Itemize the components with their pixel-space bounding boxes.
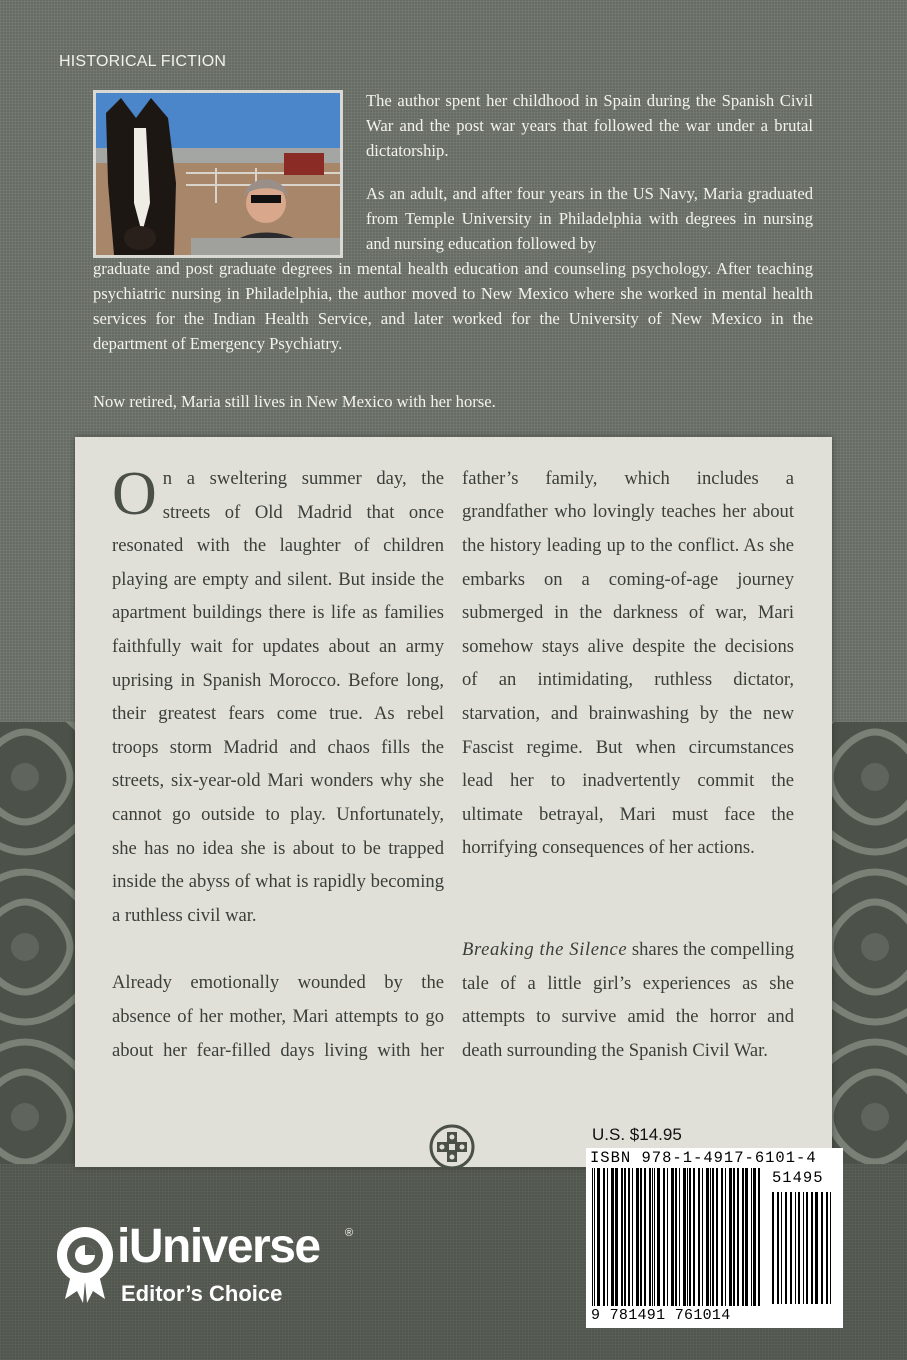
- author-bio-paragraph-2-end: graduate and post graduate degrees in mental health education and counseling psychology. After teaching psychiatric nursing in Philadelphia, the author moved to New Mexico where she worked in mental health services for the Indian Health Service, and later worked for the University of New Mexico in the department of Emergency Psychiatry.: [93, 259, 813, 353]
- barcode-bar: [737, 1168, 739, 1306]
- barcode-bar: [821, 1192, 823, 1304]
- barcode-bar: [710, 1168, 711, 1306]
- publisher-tagline: Editor’s Choice: [121, 1281, 283, 1306]
- barcode-bar: [698, 1168, 700, 1306]
- barcode-bar: [607, 1168, 608, 1306]
- blurb-paragraph-2-flow-text: father’s family, which includes a grandfather who lovingly teaches her about the history leading up to the conflict. As she embarks on a coming-of-age journey submerged in the darkness of war, Mari somehow stays alive despite the decisions of an intimidating, ruthless dictator, starvation, and brainwashing by the new Fascist regime. But when circumstances lead her to inadvertently commit the ultimate betrayal, Mari must face the horrifying consequences of her actions.: [462, 467, 794, 859]
- barcode-bar: [742, 1168, 744, 1306]
- blurb-paragraph-2-text: Already emotionally wounded by the absence of her mother, Mari attempts to go about her fear-filled days living with her: [112, 972, 444, 1061]
- blurb-paragraph-1: [112, 462, 444, 932]
- barcode-bar: [815, 1192, 818, 1304]
- barcode-bar: [687, 1168, 688, 1306]
- barcode-bar: [679, 1168, 680, 1306]
- barcode-bar: [758, 1168, 760, 1306]
- barcode-bar: [636, 1168, 639, 1306]
- barcode-bar: [615, 1168, 618, 1306]
- isbn-number: ISBN 978-1-4917-6101-4: [590, 1149, 817, 1167]
- barcode-bar: [795, 1192, 796, 1304]
- barcode-bar: [671, 1168, 674, 1306]
- author-bio-paragraph-2-start: As an adult, and after four years in the US Navy, Maria graduated from Temple University in Philadelphia with degrees in nursing and nursing education followed by: [366, 184, 813, 253]
- author-photo: [93, 90, 343, 258]
- drop-cap: O: [112, 460, 157, 528]
- blurb-paragraph-3-text: shares the compelling tale of a little girl’s experiences as she attempts to survive amid the horror and death surrounding the Spanish Civil War.: [462, 939, 794, 1061]
- barcode-bar: [803, 1192, 804, 1304]
- barcode-bar: [811, 1192, 813, 1304]
- blurb-paragraph-3: [462, 933, 794, 1067]
- barcode-bar: [777, 1192, 779, 1304]
- barcode-bar: [772, 1192, 774, 1304]
- barcode-bar: [826, 1192, 828, 1304]
- barcode-bar: [706, 1168, 709, 1306]
- barcode-bar: [654, 1168, 655, 1306]
- barcode-bar: [725, 1168, 726, 1306]
- barcode-bar: [657, 1168, 660, 1306]
- barcode-bar: [751, 1168, 752, 1306]
- barcode-bar: [716, 1168, 718, 1306]
- barcode-addon-number: 51495: [772, 1169, 824, 1187]
- registered-mark: ®: [345, 1227, 354, 1239]
- barcode-bar: [689, 1168, 691, 1306]
- barcode-bar: [592, 1168, 593, 1306]
- barcode-bar: [712, 1168, 714, 1306]
- barcode-bar: [693, 1168, 695, 1306]
- barcode-bar: [632, 1168, 633, 1306]
- barcode-bar: [624, 1168, 626, 1306]
- barcode-bar: [830, 1192, 831, 1304]
- isbn-barcode: [586, 1148, 843, 1328]
- blurb-panel: [75, 437, 832, 1167]
- blurb-column-left: [112, 462, 444, 1067]
- barcode-bar: [790, 1192, 792, 1304]
- iuniverse-rosette-logo: [55, 1225, 115, 1305]
- barcode-bar: [798, 1192, 800, 1304]
- barcode-bar: [785, 1192, 787, 1304]
- barcode-bar: [640, 1168, 642, 1306]
- blurb-paragraph-2-flow: [462, 462, 794, 865]
- barcode-bar: [594, 1168, 595, 1306]
- barcode-bar: [628, 1168, 630, 1306]
- barcode-bar: [649, 1168, 651, 1306]
- barcode-bar: [611, 1168, 614, 1306]
- publisher-name: iUniverse: [117, 1220, 320, 1273]
- barcode-bar: [663, 1168, 665, 1306]
- barcode-bar: [667, 1168, 668, 1306]
- celtic-cross-knot-icon: [428, 1123, 476, 1171]
- book-title: Breaking the Silence: [462, 939, 628, 960]
- barcode-bar: [702, 1168, 703, 1306]
- barcode-bar: [683, 1168, 686, 1306]
- barcode-bar: [621, 1168, 623, 1306]
- barcode-bar: [652, 1168, 653, 1306]
- barcode-bar: [781, 1192, 782, 1304]
- barcode-bar: [675, 1168, 677, 1306]
- barcode-bar: [603, 1168, 605, 1306]
- barcode-bar: [753, 1168, 756, 1306]
- barcode-bar: [729, 1168, 732, 1306]
- barcode-bar: [806, 1192, 808, 1304]
- price-label: U.S. $14.95: [592, 1125, 682, 1144]
- author-bio-paragraph-3: Now retired, Maria still lives in New Mexico with her horse.: [93, 392, 496, 411]
- barcode-bar: [644, 1168, 646, 1306]
- author-bio-paragraph-1: The author spent her childhood in Spain during the Spanish Civil War and the post war years that followed the war under a brutal dictatorship.: [366, 91, 813, 160]
- barcode-bar: [721, 1168, 723, 1306]
- barcode-bar: [733, 1168, 735, 1306]
- blurb-paragraph-2: [112, 966, 444, 1067]
- blurb-column-right: [462, 462, 794, 1067]
- barcode-bar: [597, 1168, 600, 1306]
- blurb-paragraph-1-text: n a sweltering summer day, the streets of Old Madrid that once resonated with the laughter of children playing are empty and silent. But inside the apartment buildings there is life as families faithfully wait for updates about an army uprising in Spanish Morocco. Before long, their greatest fears come true. As rebel troops storm Madrid and chaos fills the streets, six-year-old Mari wonders why she cannot go outside to play. Unfortunately, she has no idea she is about to be trapped inside the abyss of what is rapidly becoming a ruthless civil war.: [112, 468, 444, 926]
- publisher-logo: [55, 1220, 375, 1315]
- barcode-digits: 9 781491 761014: [591, 1307, 731, 1324]
- genre-label: HISTORICAL FICTION: [59, 53, 227, 70]
- blurb-paragraph-2-continued: [462, 462, 794, 899]
- barcode-bar: [745, 1168, 748, 1306]
